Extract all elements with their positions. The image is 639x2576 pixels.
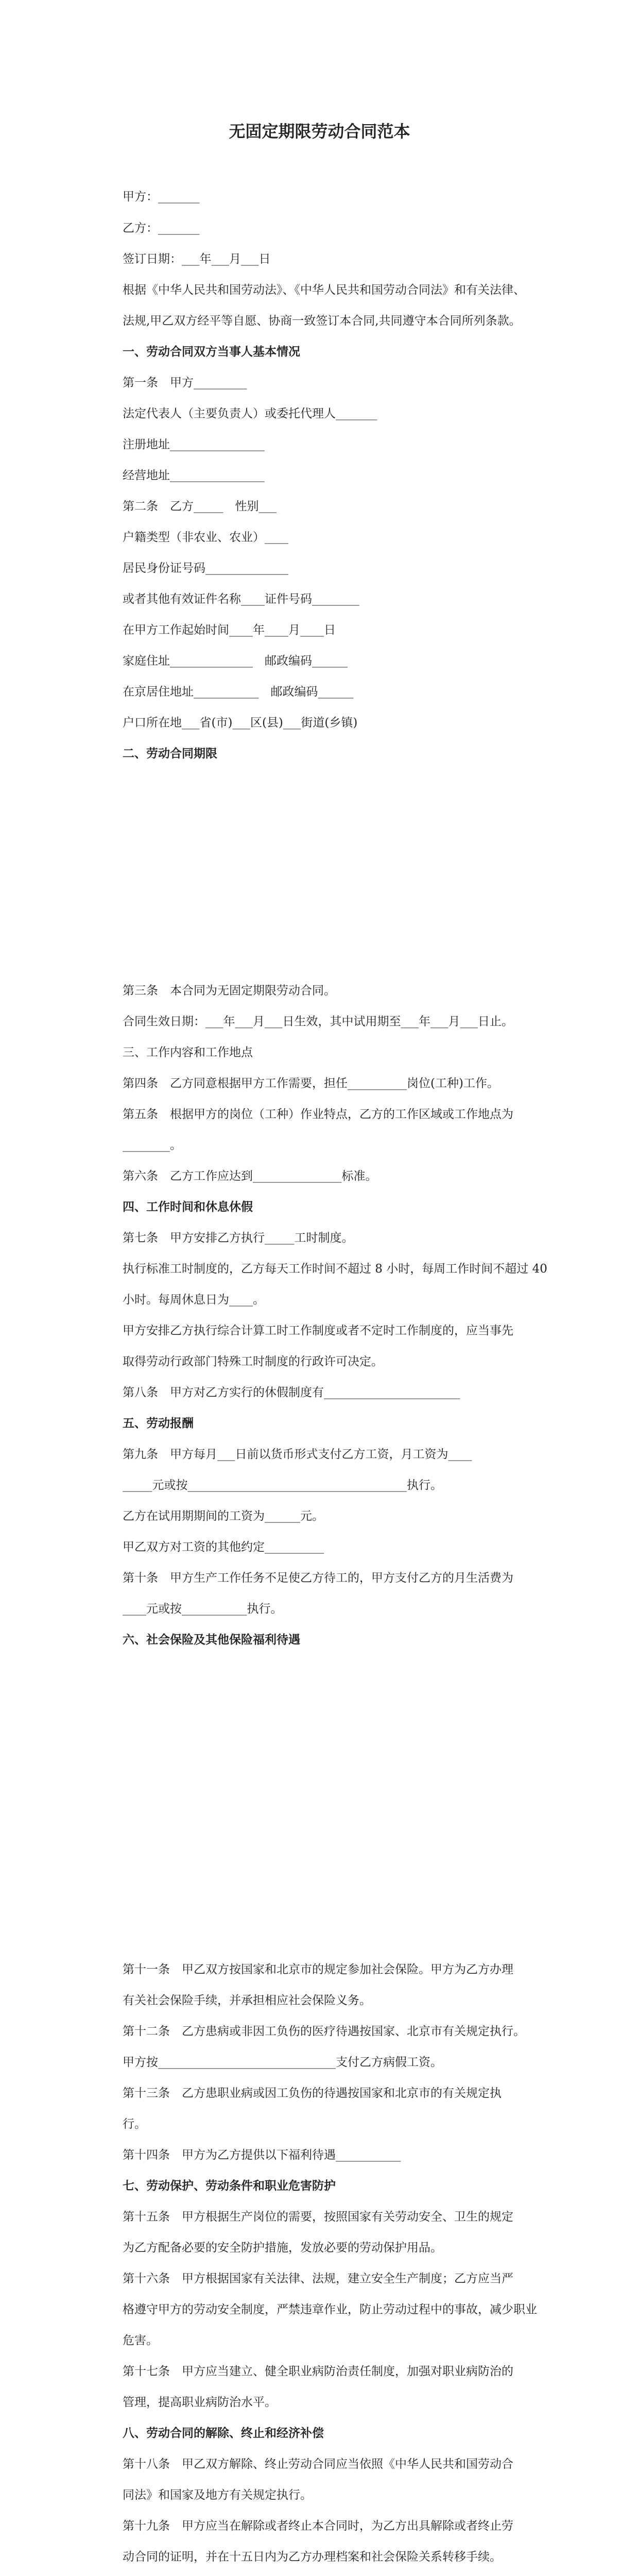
preamble-line: 法规,甲乙双方经平等自愿、协商一致签订本合同,共同遵守本合同所列条款。 [123,314,521,328]
section-heading: 八、劳动合同的解除、终止和经济补偿 [123,2426,324,2440]
clause-line: 第三条 本合同为无固定期限劳动合同。 [123,984,336,997]
clause-line: 管理，提高职业病防治水平。 [123,2396,277,2409]
clause-line: 危害。 [123,2334,158,2347]
clause-line: 第九条 甲方每月___日前以货币形式支付乙方工资，月工资为____ [123,1448,472,1461]
clause-line: 户籍类型（非农业、农业）____ [123,531,288,544]
clause-line: 甲方安排乙方执行综合计算工时工作制度或者不定时工作制度的，应当事先 [123,1324,513,1337]
document-title: 无固定期限劳动合同范本 [229,122,410,141]
clause-line: 第八条 甲方对乙方实行的休假制度有_______________________ [123,1386,460,1399]
clause-line: 第十七条 甲方应当建立、健全职业病防治责任制度，加强对职业病防治的 [123,2365,513,2378]
clause-line: 户口所在地___省(市)___区(县)___街道(乡镇) [123,716,358,730]
clause-line: 第十三条 乙方患职业病或因工负伤的待遇按国家和北京市的有关规定执 [123,2087,502,2100]
clause-line: 法定代表人（主要负责人）或委托代理人_______ [123,407,377,420]
party-b-line: 乙方：_______ [123,222,200,235]
sign-date-line: 签订日期：___年___月___日 [123,252,271,266]
clause-line: 第十一条 甲乙双方按国家和北京市的规定参加社会保险。甲方为乙方办理 [123,1963,513,1976]
clause-line: 在甲方工作起始时间____年____月____日 [123,623,336,637]
section-heading: 四、工作时间和休息休假 [123,1200,253,1214]
clause-line: 甲方按______________________________支付乙方病假工资。 [123,2056,442,2069]
clause-line: 第十九条 甲方应当在解除或者终止本合同时，为乙方出具解除或者终止劳 [123,2519,513,2533]
section-heading: 六、社会保险及其他保险福利待遇 [123,1633,300,1647]
section-heading: 一、劳动合同双方当事人基本情况 [123,345,300,359]
clause-line: 第七条 甲方安排乙方执行_____工时制度。 [123,1231,354,1245]
clause-line: 执行标准工时制度的，乙方每天工作时间不超过 8 小时，每周工作时间不超过 40 [123,1262,547,1276]
clause-line: 动合同的证明，并在十五日内为乙方办理档案和社会保险关系转移手续。 [123,2550,502,2564]
clause-line: 甲乙双方对工资的其他约定__________ [123,1540,324,1554]
preamble-line: 根据《中华人民共和国劳动法》、《中华人民共和国劳动合同法》和有关法律、 [123,283,525,297]
clause-line: 第十六条 甲方根据国家有关法律、法规，建立安全生产制度；乙方应当严 [123,2272,513,2285]
clause-line: 或者其他有效证件名称____证件号码________ [123,592,359,606]
clause-line: 为乙方配备必要的安全防护措施，发放必要的劳动保护用品。 [123,2241,442,2255]
clause-line: 同法》和国家及地方有关规定执行。 [123,2488,312,2502]
clause-line: 有关社会保险手续，并承担相应社会保险义务。 [123,1994,371,2007]
clause-line: 居民身份证号码______________ [123,562,288,575]
clause-line: 家庭住址______________ 邮政编码______ [123,654,348,668]
clause-line: ________。 [123,1139,182,1152]
clause-line: 注册地址________________ [123,438,265,451]
clause-line: 第十四条 甲方为乙方提供以下福利待遇___________ [123,2148,401,2162]
clause-line: 第二条 乙方_____ 性别___ [123,500,277,513]
clause-line: _____元或按_____________________________________执行。 [123,1479,442,1492]
clause-line: 行。 [123,2117,146,2131]
clause-line: 第十八条 甲乙双方解除、终止劳动合同应当依照《中华人民共和国劳动合 [123,2458,513,2471]
clause-line: 格遵守甲方的劳动安全制度，严禁违章作业，防止劳动过程中的事故，减少职业 [123,2303,537,2316]
section-heading: 七、劳动保护、劳动条件和职业危害防护 [123,2179,336,2193]
clause-line: 取得劳动行政部门特殊工时制度的行政许可决定。 [123,1355,383,1368]
section-heading: 三、工作内容和工作地点 [123,1046,253,1059]
clause-line: 第五条 根据甲方的岗位（工种）作业特点，乙方的工作区域或工作地点为 [123,1108,513,1121]
clause-line: ____元或按___________执行。 [123,1602,283,1616]
clause-line: 第十五条 甲方根据生产岗位的需要，按照国家有关劳动安全、卫生的规定 [123,2210,513,2224]
clause-line: 经营地址________________ [123,469,265,482]
clause-line: 第十二条 乙方患病或非因工负伤的医疗待遇按国家、北京市有关规定执行。 [123,2025,525,2038]
clause-line: 合同生效日期：___年___月___日生效，其中试用期至___年___月___日止。 [123,1015,513,1028]
clause-line: 第一条 甲方_________ [123,376,247,389]
clause-line: 小时。每周休息日为____。 [123,1293,265,1307]
section-heading: 五、劳动报酬 [123,1416,194,1430]
clause-line: 在京居住地址___________ 邮政编码______ [123,685,354,699]
party-a-line: 甲方：_______ [123,190,200,204]
clause-line: 第十条 甲方生产工作任务不足使乙方待工的，甲方支付乙方的月生活费为 [123,1571,513,1585]
section-heading: 二、劳动合同期限 [123,747,217,760]
clause-line: 第六条 乙方工作应达到_______________标准。 [123,1170,377,1183]
clause-line: 第四条 乙方同意根据甲方工作需要，担任__________岗位(工种)工作。 [123,1077,499,1090]
clause-line: 乙方在试用期期间的工资为______元。 [123,1510,324,1523]
